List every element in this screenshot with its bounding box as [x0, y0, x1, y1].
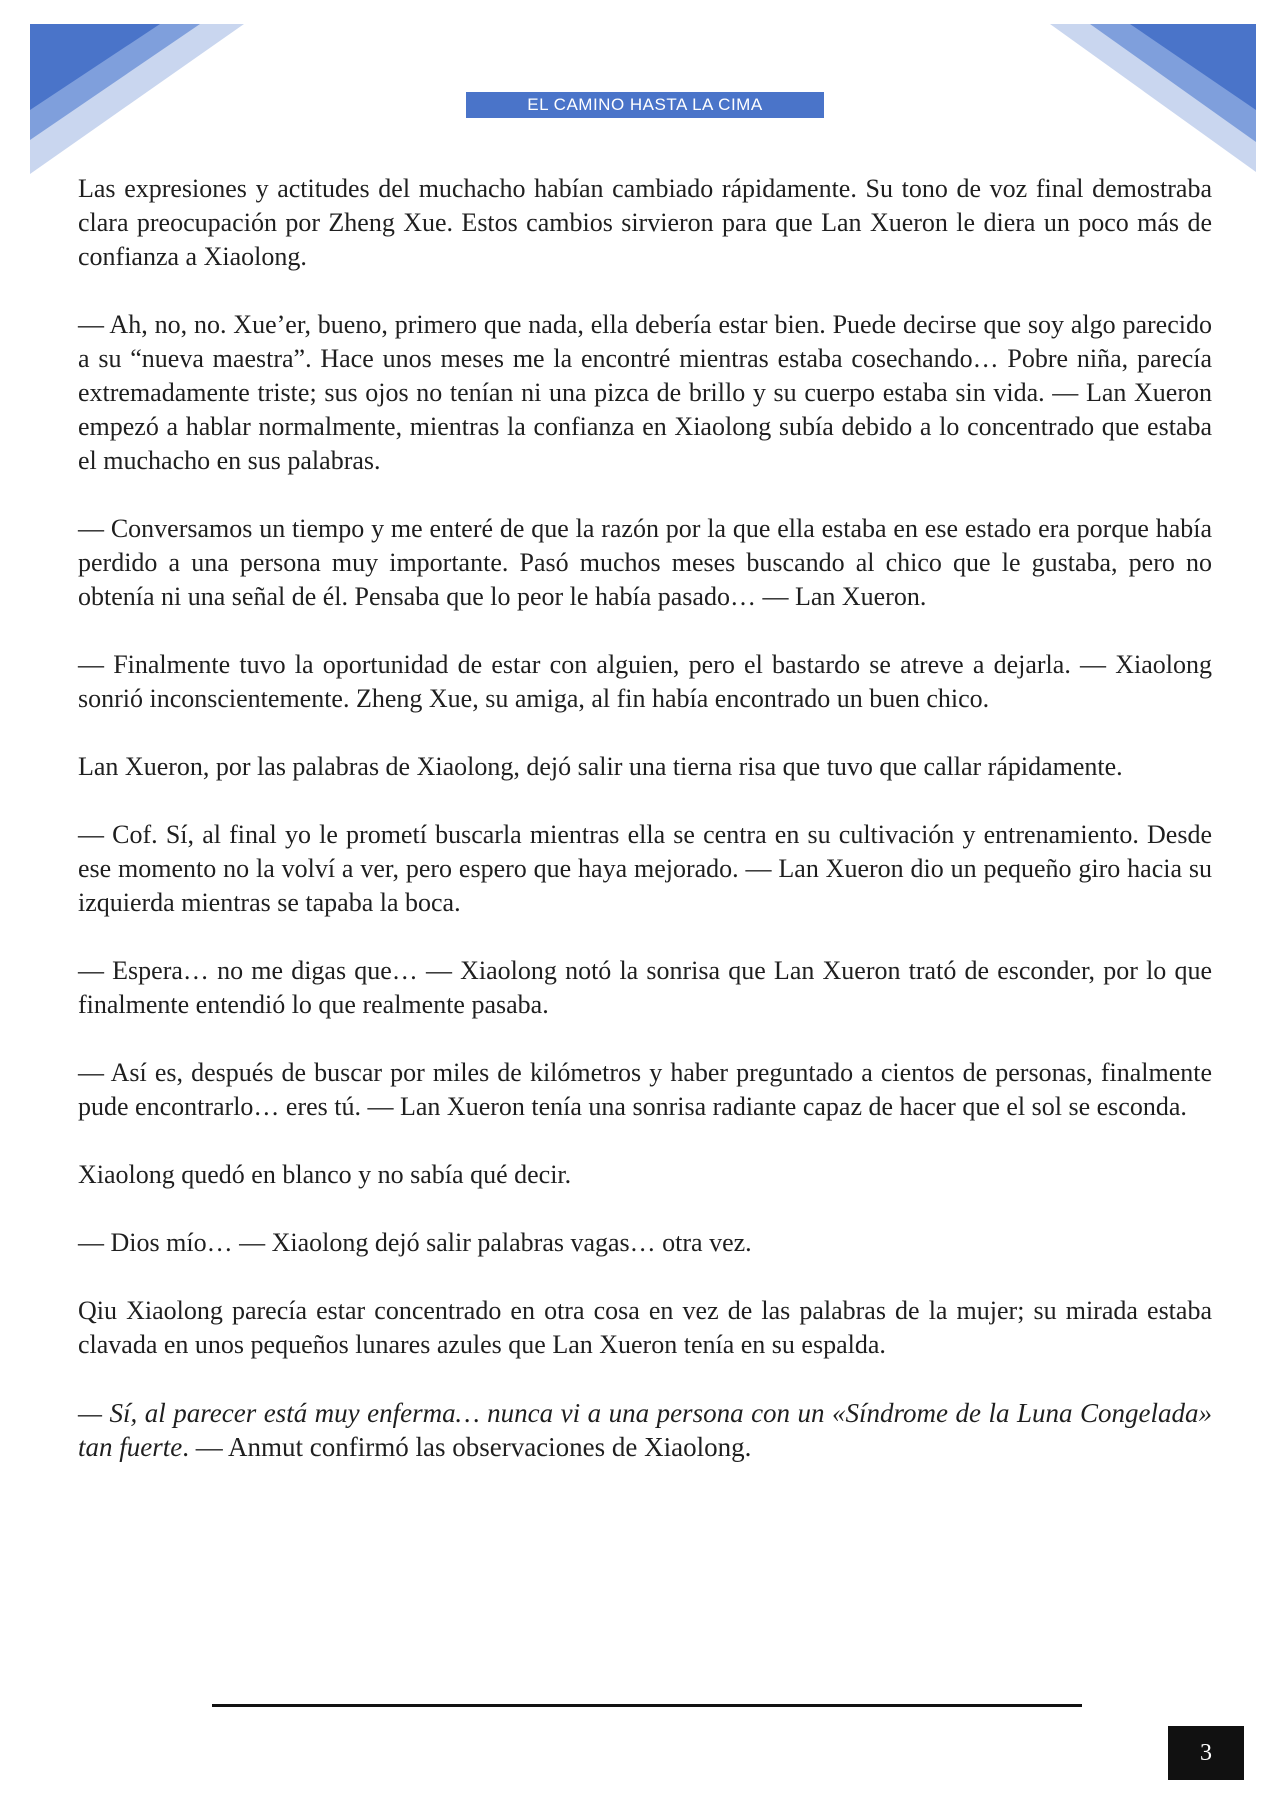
telepathic-dialogue: — Sí, al parecer está muy enferma… nunca vi a una persona con un «Síndrome de la Luna Congelada» tan fuerte: [78, 1398, 1212, 1462]
paragraph: — Espera… no me digas que… — Xiaolong notó la sonrisa que Lan Xueron trató de esconder, por lo que finalmente entendió lo que realmente pasaba.: [78, 956, 1212, 1019]
running-header: EL CAMINO HASTA LA CIMA: [466, 92, 824, 118]
narration: . — Anmut confirmó las observaciones de Xiaolong.: [182, 1432, 752, 1462]
final-paragraph: [78, 1396, 1212, 1464]
paragraph: — Así es, después de buscar por miles de kilómetros y haber preguntado a cientos de personas, finalmente pude encontrarlo… eres tú. — Lan Xueron tenía una sonrisa radiante capaz de hacer que el sol se esconda.: [78, 1058, 1212, 1121]
paragraph: Lan Xueron, por las palabras de Xiaolong, dejó salir una tierna risa que tuvo que callar rápidamente.: [78, 752, 1123, 781]
corner-decoration-right: [1040, 0, 1280, 180]
paragraph: — Ah, no, no. Xue’er, bueno, primero que nada, ella debería estar bien. Puede decirse que soy algo parecido a su “nueva maestra”. Hace unos meses me la encontré mientras estaba cosechando… Pobre niña, parecía extremadamente triste; sus ojos no tenían ni una pizca de brillo y su cuerpo estaba sin vida. — Lan Xueron empezó a hablar normalmente, mientras la confianza en Xiaolong subía debido a lo concentrado que estaba el muchacho en sus palabras.: [78, 310, 1212, 475]
paragraph: — Dios mío… — Xiaolong dejó salir palabras vagas… otra vez.: [78, 1228, 752, 1257]
paragraph: Las expresiones y actitudes del muchacho habían cambiado rápidamente. Su tono de voz final demostraba clara preocupación por Zheng Xue. Estos cambios sirvieron para que Lan Xueron le diera un poco más de confianza a Xiaolong.: [78, 174, 1212, 271]
page-number: 3: [1168, 1726, 1244, 1780]
paragraph: Qiu Xiaolong parecía estar concentrado en otra cosa en vez de las palabras de la mujer; su mirada estaba clavada en unos pequeños lunares azules que Lan Xueron tenía en su espalda.: [78, 1296, 1212, 1359]
paragraph: Xiaolong quedó en blanco y no sabía qué decir.: [78, 1160, 572, 1189]
paragraph: — Finalmente tuvo la oportunidad de estar con alguien, pero el bastardo se atreve a dejarla. — Xiaolong sonrió inconscientemente. Zheng Xue, su amiga, al fin había encontrado un buen chico.: [78, 650, 1212, 713]
footer-rule: [212, 1704, 1082, 1707]
paragraph: — Conversamos un tiempo y me enteré de que la razón por la que ella estaba en ese estado era porque había perdido a una persona muy importante. Pasó muchos meses buscando al chico que le gustaba, pero no obtenía ni una señal de él. Pensaba que lo peor le había pasado… — Lan Xueron.: [78, 514, 1212, 611]
paragraph: — Cof. Sí, al final yo le prometí buscarla mientras ella se centra en su cultivación y entrenamiento. Desde ese momento no la volví a ver, pero espero que haya mejorado. — Lan Xueron dio un pequeño giro hacia su izquierda mientras se tapaba la boca.: [78, 820, 1212, 917]
corner-decoration-left: [0, 0, 250, 180]
document-body: [78, 172, 1212, 1498]
